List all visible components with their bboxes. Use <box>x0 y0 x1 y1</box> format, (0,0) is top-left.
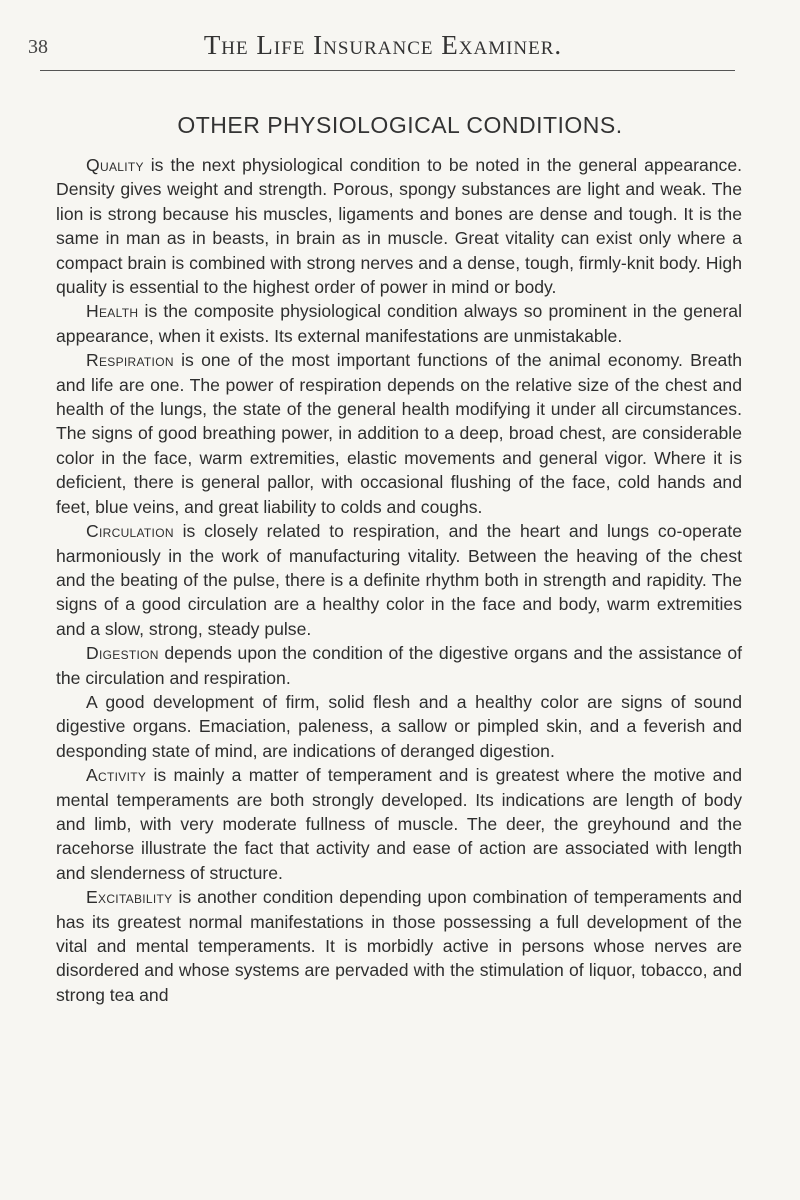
paragraph-text: A good development of firm, solid flesh and a healthy color are signs of sound digestive organs. Emaciation, paleness, a sallow or pimpled skin, and a feverish and desponding state of mind, are indications of deranged digestion. <box>56 691 742 761</box>
paragraph-text: is one of the most important functions of the animal economy. Breath and life are one. The power of respiration depends on the relative size of the chest and health of the lungs, the state of the general health modifying it under all circumstances. The signs of good breathing power, in addition to a deep, broad chest, are considerable color in the face, warm extremities, elastic movements and general vigor. Where it is deficient, there is general pallor, with occasional flushing of the face, cold hands and feet, blue veins, and great liability to colds and coughs. <box>56 350 742 517</box>
paragraph-lead: Quality <box>86 155 144 175</box>
paragraph-quality <box>56 153 742 299</box>
paragraph-lead: Circulation <box>86 521 174 542</box>
section-title: OTHER PHYSIOLOGICAL CONDITIONS. <box>177 112 623 138</box>
paragraph-health <box>56 299 742 348</box>
paragraph-lead: Digestion <box>86 643 159 664</box>
paragraph-text: is another condition depending upon combination of temperaments and has its greatest normal manifestations in those possessing a full development of the vital and mental temperaments. It is morbidly active in persons whose nerves are disordered and whose systems are pervaded with the stimulation of liquor, tobacco, and strong tea and <box>56 887 742 1005</box>
paragraph-circulation <box>56 519 742 641</box>
paragraph-text: is mainly a matter of temperament and is greatest where the motive and mental temperaments are both strongly developed. Its indications are length of body and limb, with very moderate fullness of muscle. The deer, the greyhound and the racehorse illustrate the fact that activity and ease of action are associated with length and slenderness of structure. <box>56 765 742 883</box>
paragraph-text: is closely related to respiration, and the heart and lungs co-operate harmoniously in the work of manufacturing vitality. Between the heaving of the chest and the beating of the pulse, there is a definite rhythm both in strength and rapidity. The signs of a good circulation are a healthy color in the face and body, warm extremities and a slow, strong, steady pulse. <box>56 521 742 639</box>
paragraph-text: depends upon the condition of the digestive organs and the assistance of the circulation and respiration. <box>56 643 742 688</box>
paragraph-activity <box>56 763 742 885</box>
page-number: 38 <box>28 36 48 58</box>
paragraph-text: is the next physiological condition to be noted in the general appearance. Density gives weight and strength. Porous, spongy substances are light and weak. The lion is strong because his muscles, ligaments and bones are dense and tough. It is the same in man as in beasts, in brain as in muscle. Great vitality can exist only where a compact brain is combined with strong nerves and a dense, tough, firmly-knit body. High quality is essential to the highest order of power in mind or body. <box>56 155 742 298</box>
paragraph-digestion-signs <box>56 690 742 763</box>
running-title: The Life Insurance Examiner. <box>203 30 563 60</box>
paragraph-excitability <box>56 885 742 1007</box>
running-head <box>28 30 738 60</box>
paragraph-text: is the composite physiological condition always so prominent in the general appearance, when it exists. Its external manifestations are unmistakable. <box>56 301 742 346</box>
paragraph-digestion <box>56 641 742 690</box>
body-text <box>56 153 742 1007</box>
paragraph-lead: Activity <box>86 765 147 786</box>
paragraph-lead: Respiration <box>86 350 174 371</box>
paragraph-respiration <box>56 348 742 519</box>
paragraph-lead: Health <box>86 301 139 322</box>
header-rule <box>40 70 735 71</box>
paragraph-lead: Excitability <box>86 887 173 908</box>
